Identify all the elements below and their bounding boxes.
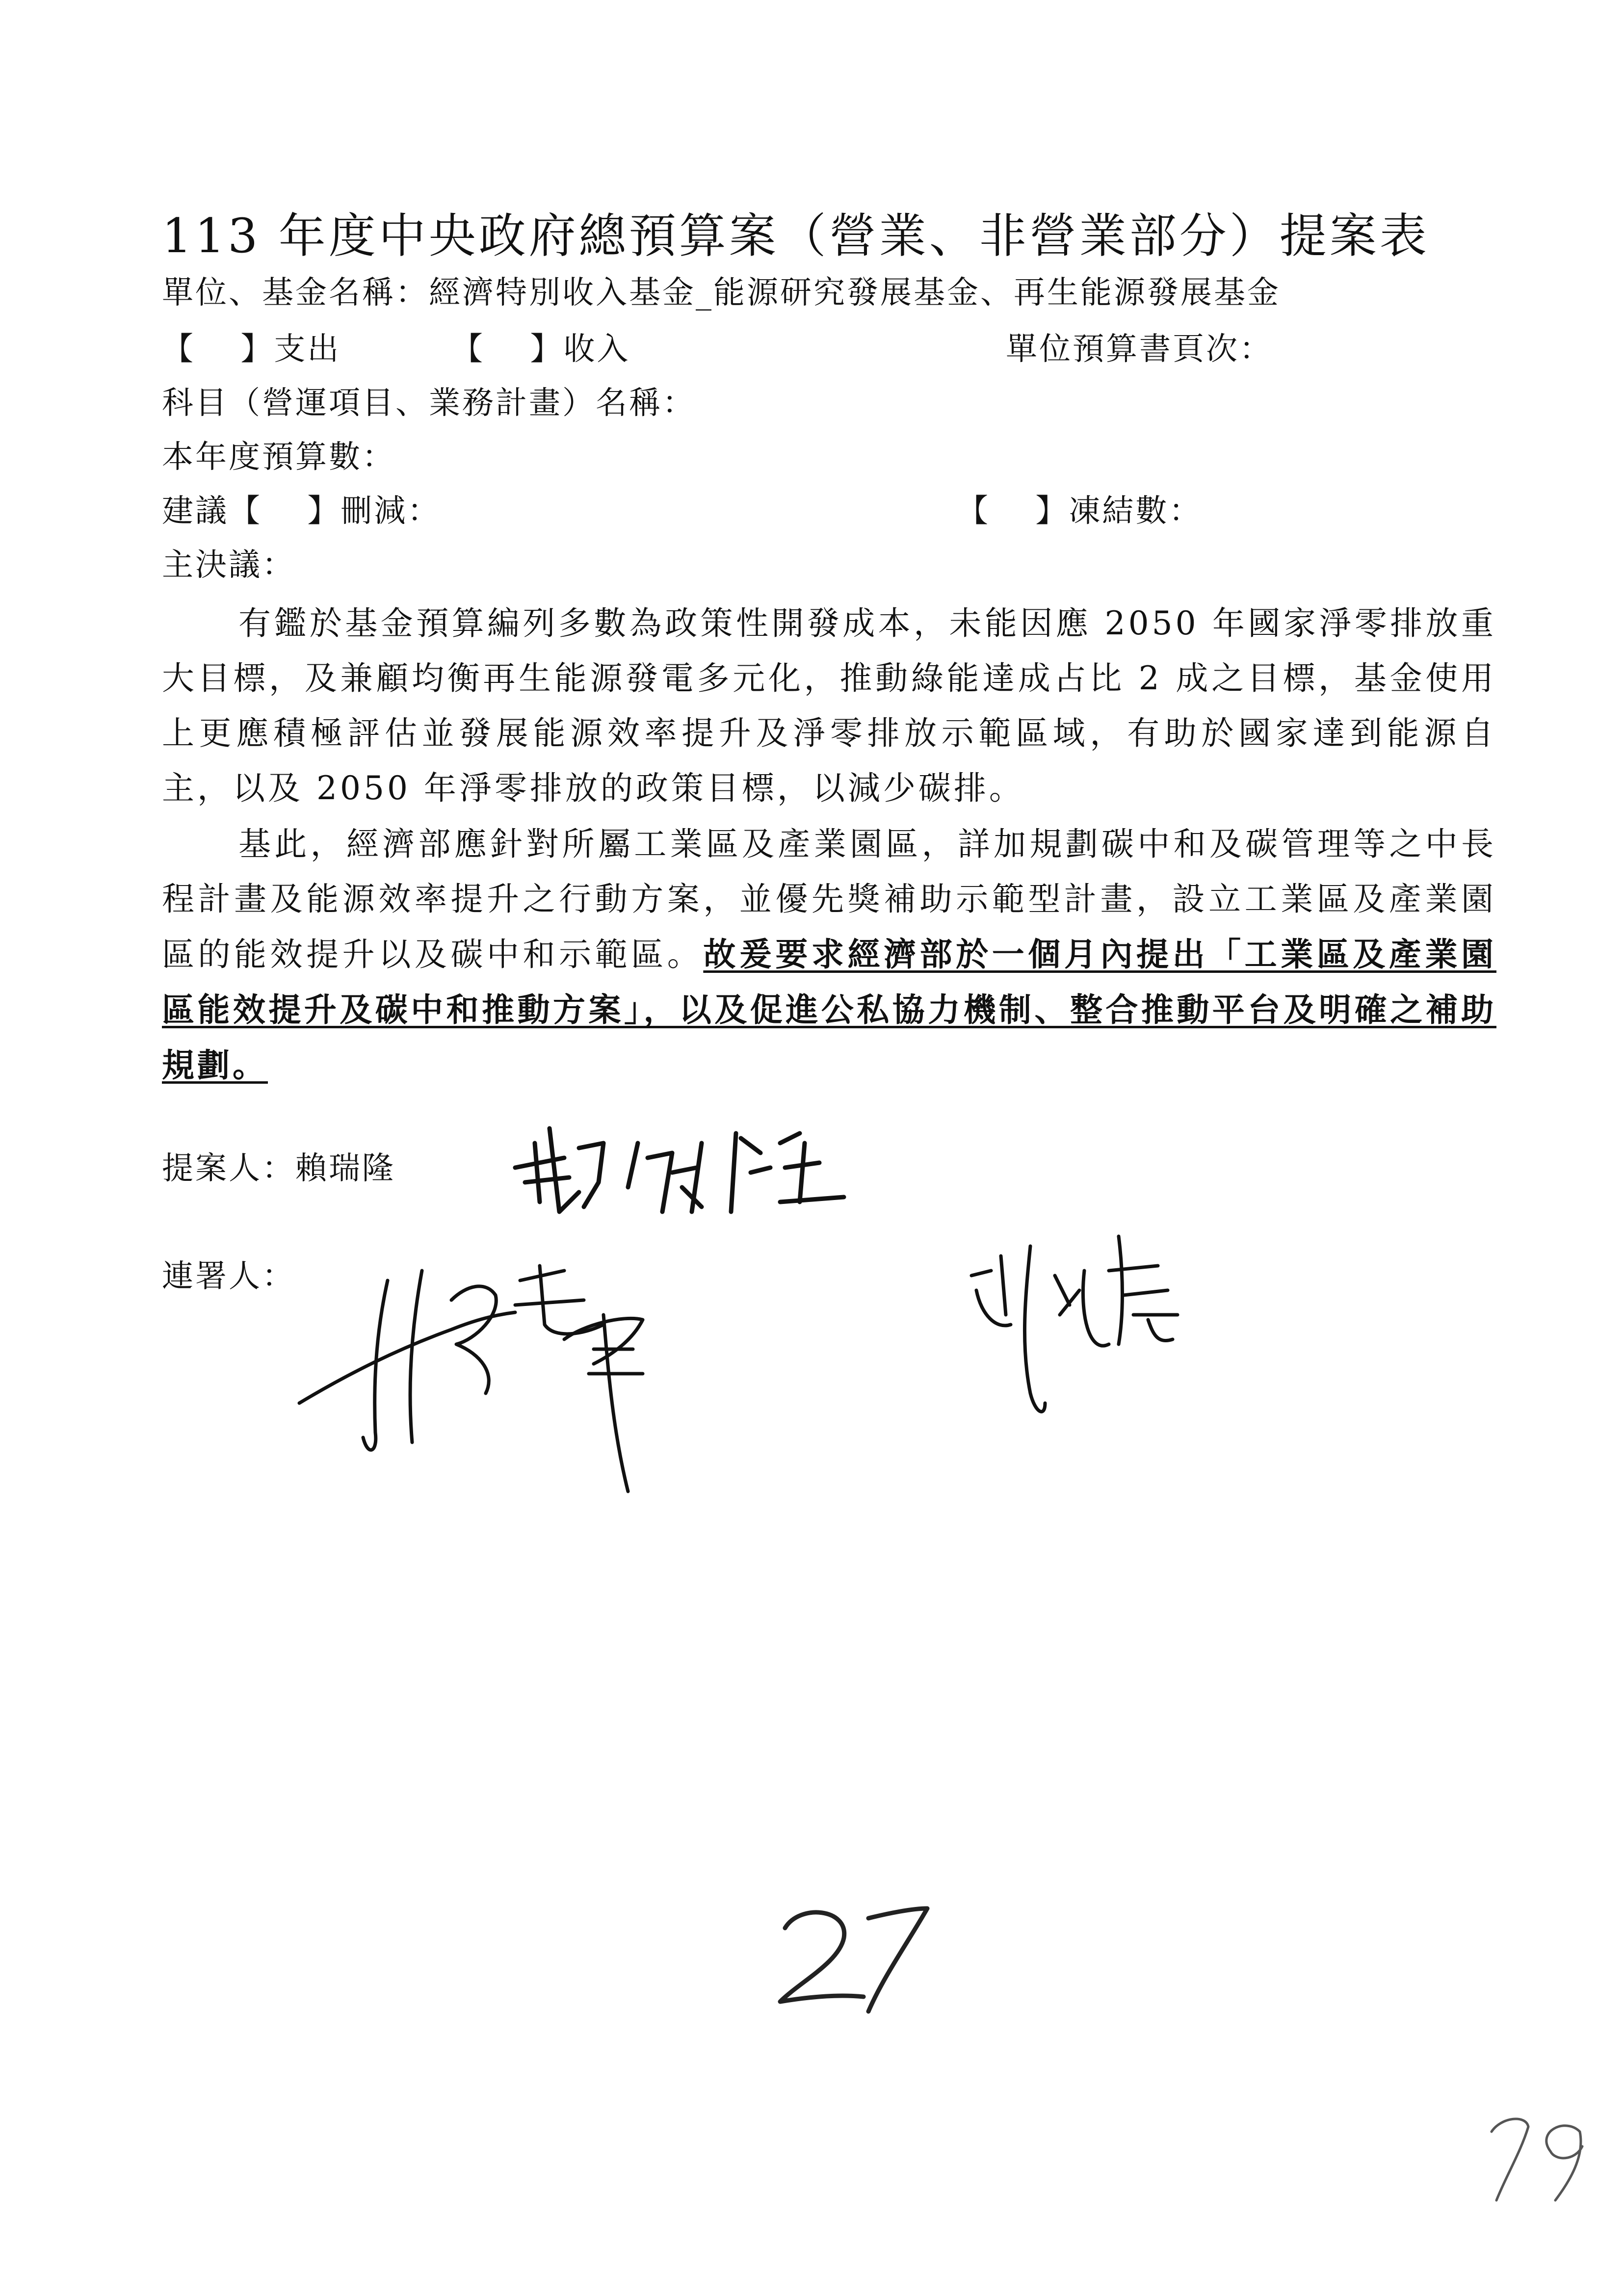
income-checkbox-label: 【 】收入 [451,331,630,367]
cosigner-signature-2 [962,1217,1197,1423]
page-number-handwritten [770,1899,942,2016]
proposer-signature [505,1114,849,1226]
subject-name-label: 科目（營運項目、業務計畫）名稱： [162,385,696,421]
cosigner-signature-1 [289,1226,707,1501]
corner-mark-handwritten [1482,2112,1595,2205]
resolution-paragraph-2 [162,817,1496,1093]
suggest-cut-label: 建議【 】刪減： [162,493,441,529]
paragraph-2-emphasis: 故爰要求經濟部於一個月內提出「工業區及產業園區能效提升及碳中和推動方案」，以及促進公私協力機制、整合推動平台及明確之補助規劃。 [162,935,1497,1084]
budget-amount-label: 本年度預算數： [162,439,395,475]
proposer-label: 提案人：賴瑞隆 [162,1150,395,1187]
budget-page-label: 單位預算書頁次： [1006,331,1273,367]
main-resolution-label: 主決議： [162,547,295,583]
paragraph-2-text: 基此，經濟部應針對所屬工業區及產業園區，詳加規劃碳中和及碳管理等之中長程計畫及能源效率提升之行動方案，並優先獎補助示範型計畫，設立工業區及產業園區的能效提升以及碳中和示範區。 [162,825,1496,973]
unit-fund-name: 單位、基金名稱：經濟特別收入基金_能源研究發展基金、再生能源發展基金 [162,275,1281,311]
cosigner-label: 連署人： [162,1258,295,1295]
form-title: 113 年度中央政府總預算案（營業、非營業部分）提案表 [162,209,1430,263]
freeze-amount-label: 【 】凍結數： [957,493,1203,529]
resolution-paragraph-1: 有鑑於基金預算編列多數為政策性開發成本，未能因應 2050 年國家淨零排放重大目標，及兼顧均衡再生能源發電多元化，推動綠能達成占比 2 成之目標，基金使用上更應積極評估並發展能源效率提升及淨零排放示範區域，有助於國家達到能源自主，以及 2050 年淨零排放的政策目標，以減少碳排。 [162,604,1496,807]
expense-checkbox-label: 【 】支出 [162,331,341,367]
